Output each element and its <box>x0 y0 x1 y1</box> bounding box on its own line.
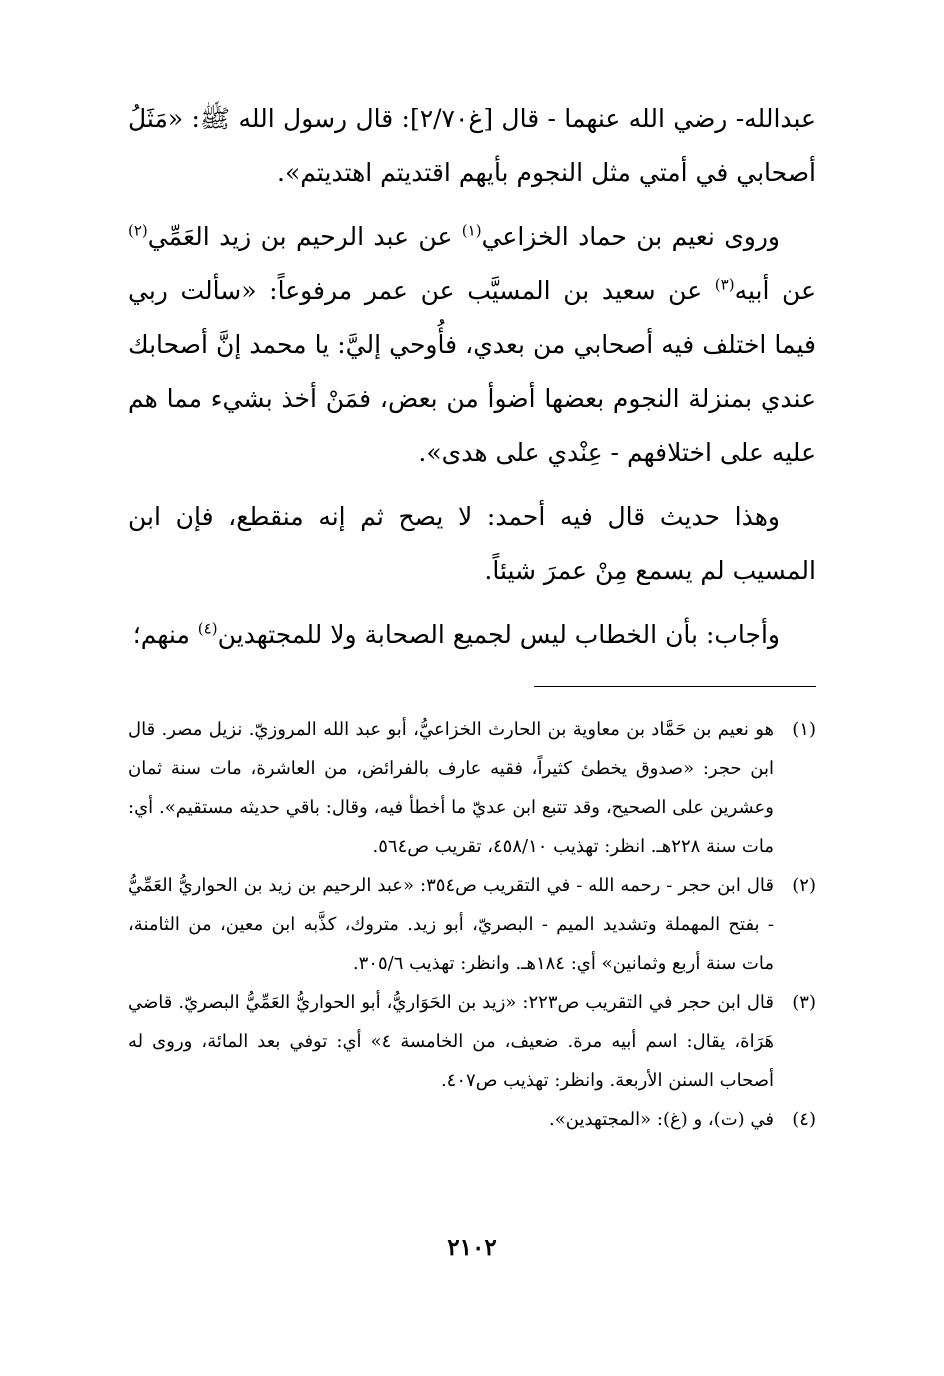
footnote-3 <box>128 983 816 1100</box>
footnote-text: هو نعيم بن حَمَّاد بن معاوية بن الحارث الخزاعيُّ، أبو عبد الله المروزيّ. نزيل مصر. قال ابن حجر: «صدوق يخطئ كثيراً، فقيه عارف بالفرائض، من العاشرة، مات سنة ثمان وعشرين على الصحيح، وقد تتبع ابن عديّ ما أخطأ فيه، وقال: باقي حديثه مستقيم». أي: مات سنة ٢٢٨هـ. انظر: تهذيب ٤٥٨/١٠، تقريب ص٥٦٤. <box>128 719 774 857</box>
footnote-2 <box>128 866 816 983</box>
footnote-text: قال ابن حجر - رحمه الله - في التقريب ص٣٥٤: «عبد الرحيم بن زيد بن الحواريُّ العَمِّيُّ - بفتح المهملة وتشديد الميم - البصريّ، أبو زيد. متروك، كذَّبه ابن معين، من الثامنة، مات سنة أربع وثمانين» أي: ١٨٤هـ. وانظر: تهذيب ٣٠٥/٦. <box>128 875 774 974</box>
footnote-1 <box>128 710 816 866</box>
footnote-ref-1: (١) <box>461 221 482 240</box>
paragraph-1: عبدالله- رضي الله عنهما - قال [غ٢/٧٠]: قال رسول الله ﷺ: «مَثَلُ أصحابي في أمتي مثل النجوم بأيهم اقتديتم اهتديتم». <box>128 104 816 187</box>
footnote-separator <box>534 686 816 687</box>
footnote-number: (٣) <box>792 992 816 1013</box>
paragraph-2 <box>128 210 816 480</box>
footnote-number: (٢) <box>792 875 816 896</box>
paragraph-2-part-d: عن سعيد بن المسيَّب عن عمر مرفوعاً: «سألت ربي فيما اختلف فيه أصحابي من بعدي، فأُوحي إليَّ: يا محمد إنَّ أصحابك عندي بمنزلة النجوم بعضها أضوأ من بعض، فمَنْ أخذ بشيء مما هم عليه على اختلافهم - عِنْدي على هدى». <box>128 276 816 467</box>
paragraph-4-part-b: منهم؛ <box>132 620 198 649</box>
footnotes <box>128 710 816 1139</box>
main-text <box>128 92 816 662</box>
footnote-number: (١) <box>792 719 816 740</box>
paragraph-2-part-a: وروى نعيم بن حماد الخزاعي <box>481 222 780 251</box>
paragraph-2-part-c: عن أبيه <box>734 276 816 305</box>
paragraph-2-part-b: عن عبد الرحيم بن زيد العَمِّي <box>147 222 462 251</box>
footnote-ref-2: (٢) <box>128 221 148 240</box>
paragraph-4 <box>128 608 816 662</box>
footnote-text: في (ت)، و (غ): «المجتهدين». <box>549 1109 774 1130</box>
paragraph-4-part-a: وأجاب: بأن الخطاب ليس لجميع الصحابة ولا للمجتهدين <box>217 620 780 649</box>
footnote-ref-4: (٤) <box>197 619 218 638</box>
footnote-ref-3: (٣) <box>714 275 735 294</box>
paragraph-3: وهذا حديث قال فيه أحمد: لا يصح ثم إنه منقطع، فإن ابن المسيب لم يسمع مِنْ عمرَ شيئاً. <box>128 502 816 585</box>
page-number: ٢١٠٢ <box>447 1234 497 1261</box>
footnote-4 <box>128 1100 816 1139</box>
footnote-number: (٤) <box>792 1109 816 1130</box>
footnote-text: قال ابن حجر في التقريب ص٢٢٣: «زيد بن الحَوَاريُّ، أبو الحواريُّ العَمِّيُّ البصريّ. قاضي هَرَاة، يقال: اسم أبيه مرة. ضعيف، من الخامسة ٤» أي: توفي بعد المائة، وروى له أصحاب السنن الأربعة. وانظر: تهذيب ص٤٠٧. <box>128 992 775 1091</box>
